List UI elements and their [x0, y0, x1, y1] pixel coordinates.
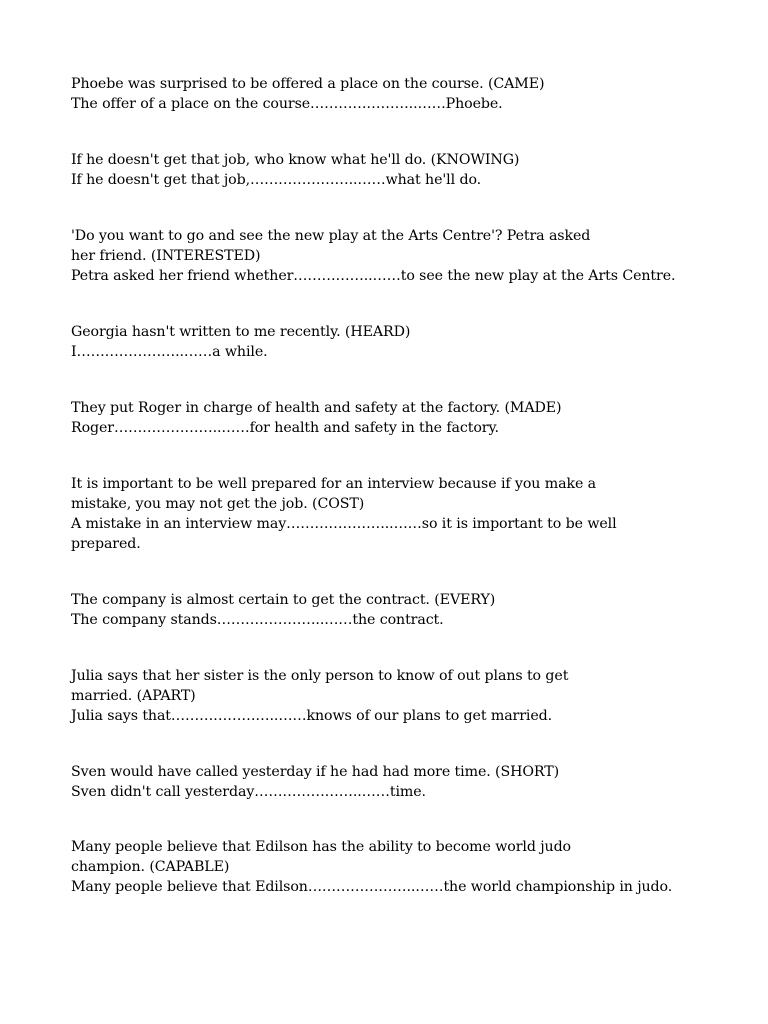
exercise-8-prompt: Julia says that her sister is the only person to know of out plans to get [71, 668, 569, 684]
exercise-4-answer-line: I…………………..……a while. [71, 344, 268, 360]
exercise-7-prompt: The company is almost certain to get the contract. (EVERY) [71, 592, 496, 608]
exercise-1-answer-line: The offer of a place on the course…………………..……Phoebe. [71, 96, 503, 112]
exercise-item-9 [71, 762, 751, 802]
exercise-2-prompt: If he doesn't get that job, who know what he'll do. (KNOWING) [71, 152, 520, 168]
exercise-2-answer-line: If he doesn't get that job,…………………..……what he'll do. [71, 172, 482, 188]
exercise-6-prompt-continued: mistake, you may not get the job. (COST) [71, 496, 365, 512]
exercise-3-prompt: 'Do you want to go and see the new play at the Arts Centre'? Petra asked [71, 228, 591, 244]
exercise-item-8 [71, 666, 751, 726]
exercise-1-prompt: Phoebe was surprised to be offered a place on the course. (CAME) [71, 76, 545, 92]
exercise-4-prompt: Georgia hasn't written to me recently. (HEARD) [71, 324, 411, 340]
exercise-8-answer-line: Julia says that…………………..……knows of our plans to get married. [71, 708, 553, 724]
exercise-item-5 [71, 398, 751, 438]
exercise-6-answer-continued: prepared. [71, 536, 141, 552]
exercise-10-answer-line: Many people believe that Edilson…………………..……the world championship in judo. [71, 879, 673, 895]
exercise-8-prompt-continued: married. (APART) [71, 688, 196, 704]
exercise-7-answer-line: The company stands…………………..……the contract. [71, 612, 444, 628]
exercise-9-answer-line: Sven didn't call yesterday…………………..……time. [71, 784, 426, 800]
exercise-item-6 [71, 474, 751, 554]
exercise-5-prompt: They put Roger in charge of health and safety at the factory. (MADE) [71, 400, 562, 416]
exercise-3-prompt-continued: her friend. (INTERESTED) [71, 248, 261, 264]
exercise-3-answer-line: Petra asked her friend whether……………..……to see the new play at the Arts Centre. [71, 268, 676, 284]
exercise-item-10 [71, 837, 751, 897]
exercise-10-prompt-continued: champion. (CAPABLE) [71, 859, 230, 875]
exercise-item-2 [71, 150, 751, 190]
exercise-item-1 [71, 74, 751, 114]
exercise-10-prompt: Many people believe that Edilson has the ability to become world judo [71, 839, 571, 855]
exercise-6-prompt: It is important to be well prepared for an interview because if you make a [71, 476, 597, 492]
exercise-5-answer-line: Roger…………………..……for health and safety in the factory. [71, 420, 499, 436]
exercise-item-3 [71, 226, 751, 286]
exercise-6-answer-line: A mistake in an interview may…………………..……so it is important to be well [71, 516, 617, 532]
exercise-item-7 [71, 590, 751, 630]
exercise-9-prompt: Sven would have called yesterday if he had had more time. (SHORT) [71, 764, 560, 780]
exercise-item-4 [71, 322, 751, 362]
